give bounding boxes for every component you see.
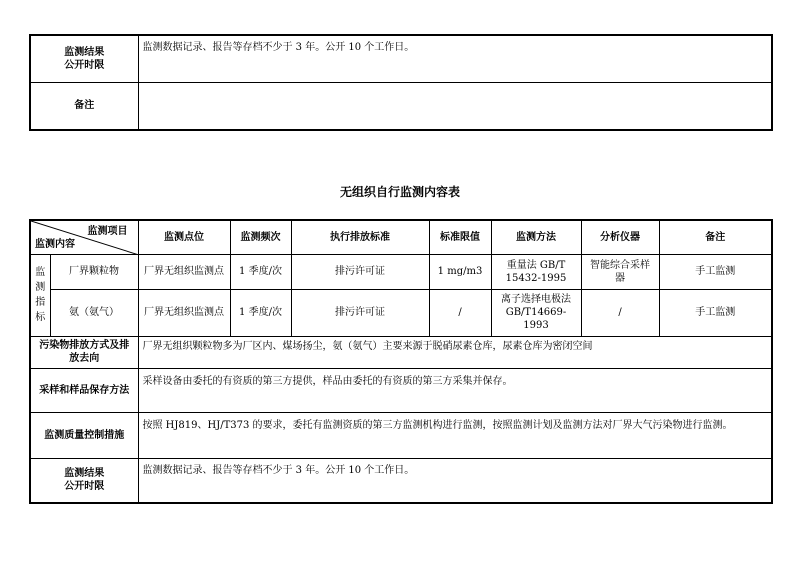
row-label: 监测质量控制措施 [30, 412, 138, 458]
note-cell: 手工监测 [659, 254, 772, 289]
label-line: 监测结果 [64, 46, 105, 58]
standard-cell: 排污许可证 [291, 289, 429, 336]
point-cell: 厂界无组织监测点 [138, 254, 230, 289]
top-table [29, 34, 773, 131]
table-row [30, 336, 772, 368]
row-content [138, 82, 772, 130]
table-row [30, 412, 772, 458]
limit-cell: 1 mg/m3 [429, 254, 491, 289]
column-header: 标准限值 [429, 220, 491, 254]
freq-cell: 1 季度/次 [230, 254, 291, 289]
label-line: 监测结果 [64, 468, 105, 480]
label-line: 公开时限 [64, 481, 105, 493]
table-row [30, 82, 772, 130]
limit-cell: / [429, 289, 491, 336]
header-row [30, 220, 772, 254]
group-label-char: 标 [35, 312, 46, 323]
table-title: 无组织自行监测内容表 [339, 185, 460, 199]
table-row [30, 368, 772, 412]
note-cell: 手工监测 [659, 289, 772, 336]
group-label [30, 254, 50, 336]
row-label: 备注 [30, 82, 138, 130]
group-label-char: 测 [35, 282, 46, 293]
column-header: 备注 [659, 220, 772, 254]
row-label [30, 458, 138, 503]
table-row [30, 289, 772, 336]
group-label-char: 指 [35, 297, 46, 308]
table-row [30, 458, 772, 503]
method-cell: 离子选择电极法 GB/T14669-1993 [491, 289, 581, 336]
column-header: 监测频次 [230, 220, 291, 254]
table-row [30, 35, 772, 82]
instrument-cell: / [581, 289, 659, 336]
row-content: 厂界无组织颗粒物多为厂区内、煤场扬尘，氨（氨气）主要来源于脱硝尿素仓库，尿素仓库为密闭空间 [138, 336, 772, 368]
row-label: 采样和样品保存方法 [30, 368, 138, 412]
method-cell: 重量法 GB/T 15432-1995 [491, 254, 581, 289]
point-cell: 厂界无组织监测点 [138, 289, 230, 336]
column-header: 分析仪器 [581, 220, 659, 254]
label-line: 公开时限 [64, 59, 105, 71]
group-label-char: 监 [35, 267, 46, 278]
column-header: 执行排放标准 [291, 220, 429, 254]
column-header: 监测方法 [491, 220, 581, 254]
freq-cell: 1 季度/次 [230, 289, 291, 336]
row-label: 污染物排放方式及排放去向 [30, 336, 138, 368]
row-content: 按照 HJ819、HJ/T373 的要求，委托有监测资质的第三方监测机构进行监测，按照监测计划及监测方法对厂界大气污染物进行监测。 [138, 412, 772, 458]
monitoring-table [29, 219, 773, 504]
item-cell: 氨（氨气） [50, 289, 138, 336]
row-content: 监测数据记录、报告等存档不少于 3 年。公开 10 个工作日。 [138, 458, 772, 503]
column-header: 监测点位 [138, 220, 230, 254]
standard-cell: 排污许可证 [291, 254, 429, 289]
diag-top-label: 监测项目 [87, 226, 128, 237]
row-content: 采样设备由委托的有资质的第三方提供，样品由委托的有资质的第三方采集并保存。 [138, 368, 772, 412]
diag-bottom-label: 监测内容 [35, 238, 75, 250]
item-cell: 厂界颗粒物 [50, 254, 138, 289]
diagonal-header-cell [30, 220, 138, 254]
row-label [30, 35, 138, 82]
instrument-cell: 智能综合采样器 [581, 254, 659, 289]
table-row [30, 254, 772, 289]
row-content: 监测数据记录、报告等存档不少于 3 年。公开 10 个工作日。 [138, 35, 772, 82]
